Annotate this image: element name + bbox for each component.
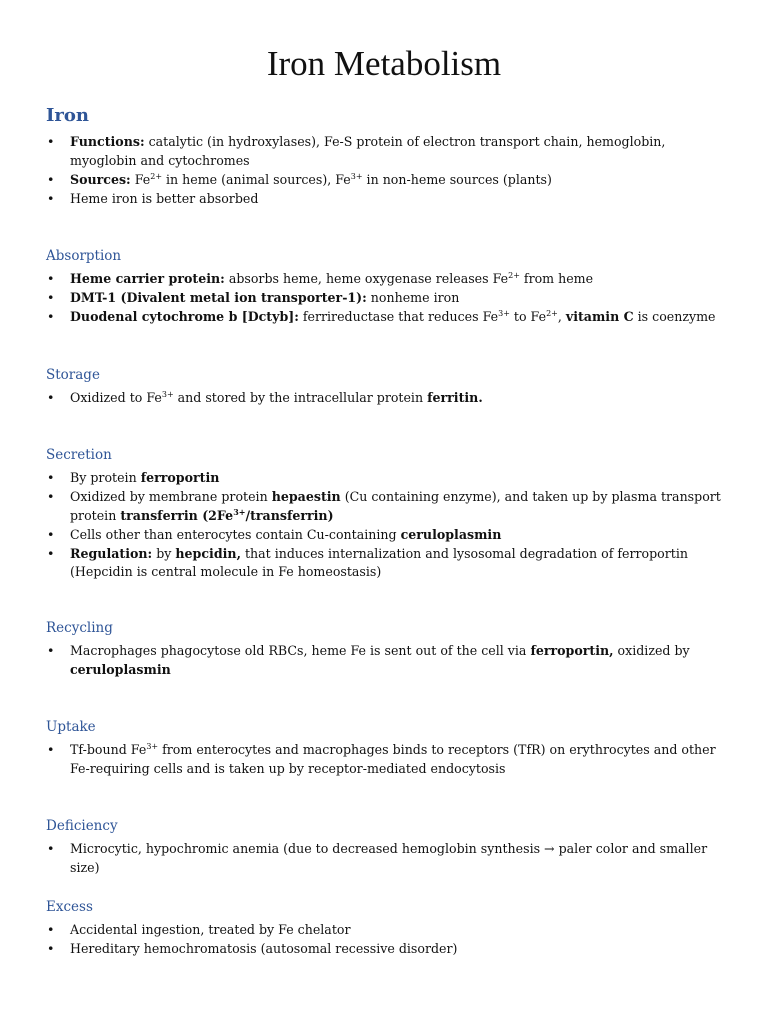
text-run: Sources: [70, 171, 131, 187]
list-item [46, 133, 726, 170]
text-run: vitamin C [565, 309, 634, 324]
bullet-list [46, 469, 726, 582]
list-item [46, 289, 726, 308]
text-run: Oxidized by membrane protein [70, 489, 272, 504]
section-storage [46, 366, 726, 408]
section-recycling [46, 619, 726, 680]
section-heading: Absorption [46, 248, 122, 264]
list-item [46, 389, 726, 408]
page-title: Iron Metabolism [266, 44, 502, 83]
text-run: by [152, 545, 176, 561]
text-run: Cells other than enterocytes contain Cu-containing [70, 526, 401, 542]
text-run: is coenzyme [633, 309, 716, 324]
text-run: catalytic (in hydroxylases), Fe-S protein of electron transport chain, hemoglobin, myoglobin and cytochromes [70, 134, 666, 168]
bullet-list [46, 741, 726, 778]
list-item [46, 921, 726, 940]
text-run: 3+ [146, 741, 159, 751]
text-run: ceruloplasmin [400, 526, 502, 542]
text-run: DMT-1 (Divalent metal ion transporter-1): [70, 290, 367, 305]
section-heading: Deficiency [46, 818, 118, 834]
text-run: Functions: [70, 134, 145, 149]
text-run: Duodenal cytochrome b [Dctyb]: [70, 309, 299, 324]
list-item [46, 526, 726, 545]
text-run: 3+ [498, 308, 510, 318]
text-run: , [557, 309, 566, 324]
text-run: in heme (animal sources), Fe [162, 171, 351, 187]
text-run: to Fe [509, 309, 547, 324]
section-heading: Iron [46, 105, 89, 126]
text-run: Microcytic, hypochromic anemia (due to decreased hemoglobin synthesis → paler color and smaller size) [70, 841, 708, 875]
text-run: 3+ [161, 389, 174, 399]
list-item [46, 741, 726, 778]
list-item [46, 940, 726, 959]
text-run: Macrophages phagocytose old RBCs, heme Fe is sent out of the cell via [70, 643, 531, 658]
list-item [46, 469, 726, 488]
section-excess [46, 898, 726, 959]
section-heading: Secretion [46, 447, 112, 463]
list-item [46, 270, 726, 289]
text-run: Hereditary hemochromatosis (autosomal recessive disorder) [70, 941, 458, 956]
text-run: 2+ [546, 308, 558, 318]
section-heading: Excess [46, 899, 93, 915]
text-run: 2+ [508, 270, 520, 280]
text-run: 3+ [350, 171, 363, 181]
text-run: in non-heme sources (plants) [362, 171, 552, 187]
bullet-list [46, 270, 726, 327]
section-deficiency [46, 817, 726, 878]
text-run: ferroportin [140, 470, 220, 485]
text-run: Fe [130, 171, 151, 187]
section-heading: Recycling [46, 620, 113, 636]
text-run: 3+ [233, 506, 246, 517]
text-run: and stored by the intracellular protein [173, 390, 428, 405]
section-secretion [46, 446, 726, 582]
bullet-list [46, 921, 726, 959]
section-uptake [46, 718, 726, 779]
section-heading: Storage [46, 367, 100, 383]
bullet-list [46, 133, 726, 208]
list-item [46, 488, 726, 525]
text-run: oxidized by [613, 643, 690, 658]
text-run: Accidental ingestion, treated by Fe chelator [70, 922, 351, 937]
text-run: hepcidin, [175, 545, 241, 561]
text-run: that induces internalization and lysosomal degradation of ferroportin (Hepcidin is central molecule in Fe homeostasis) [70, 545, 688, 579]
text-run: ferritin. [427, 390, 483, 405]
list-item [46, 190, 726, 209]
text-run: hepaestin [271, 489, 341, 504]
text-run: /transferrin) [245, 507, 334, 523]
text-run: ferrireductase that reduces Fe [298, 309, 499, 324]
text-run: from heme [519, 271, 594, 286]
bullet-list [46, 840, 726, 877]
text-run: Oxidized to Fe [70, 390, 162, 405]
text-run: transferrin (2Fe [120, 507, 234, 523]
list-item [46, 642, 726, 679]
text-run: ceruloplasmin [70, 661, 171, 677]
text-run: Tf-bound Fe [70, 742, 147, 757]
list-item [46, 171, 726, 190]
text-run: absorbs heme, heme oxygenase releases Fe [224, 271, 509, 286]
list-item [46, 308, 726, 327]
text-run: nonheme iron [366, 290, 460, 305]
text-run: from enterocytes and macrophages binds to receptors (TfR) on erythrocytes and other Fe-requiring cells and is taken up by receptor-mediated endocytosis [70, 742, 716, 776]
section-iron [46, 105, 726, 209]
text-run: (Cu containing enzyme), and taken up by plasma transport protein [70, 489, 721, 523]
bullet-list [46, 642, 726, 679]
text-run: Regulation: [70, 545, 153, 561]
bullet-list [46, 389, 726, 408]
text-run: 2+ [150, 171, 163, 181]
text-run: Heme carrier protein: [70, 271, 225, 286]
text-run: Heme iron is better absorbed [70, 190, 259, 206]
section-heading: Uptake [46, 719, 96, 735]
text-run: By protein [70, 470, 141, 485]
section-absorption [46, 247, 726, 327]
text-run: ferroportin, [530, 643, 614, 658]
list-item [46, 840, 726, 877]
list-item [46, 545, 726, 582]
